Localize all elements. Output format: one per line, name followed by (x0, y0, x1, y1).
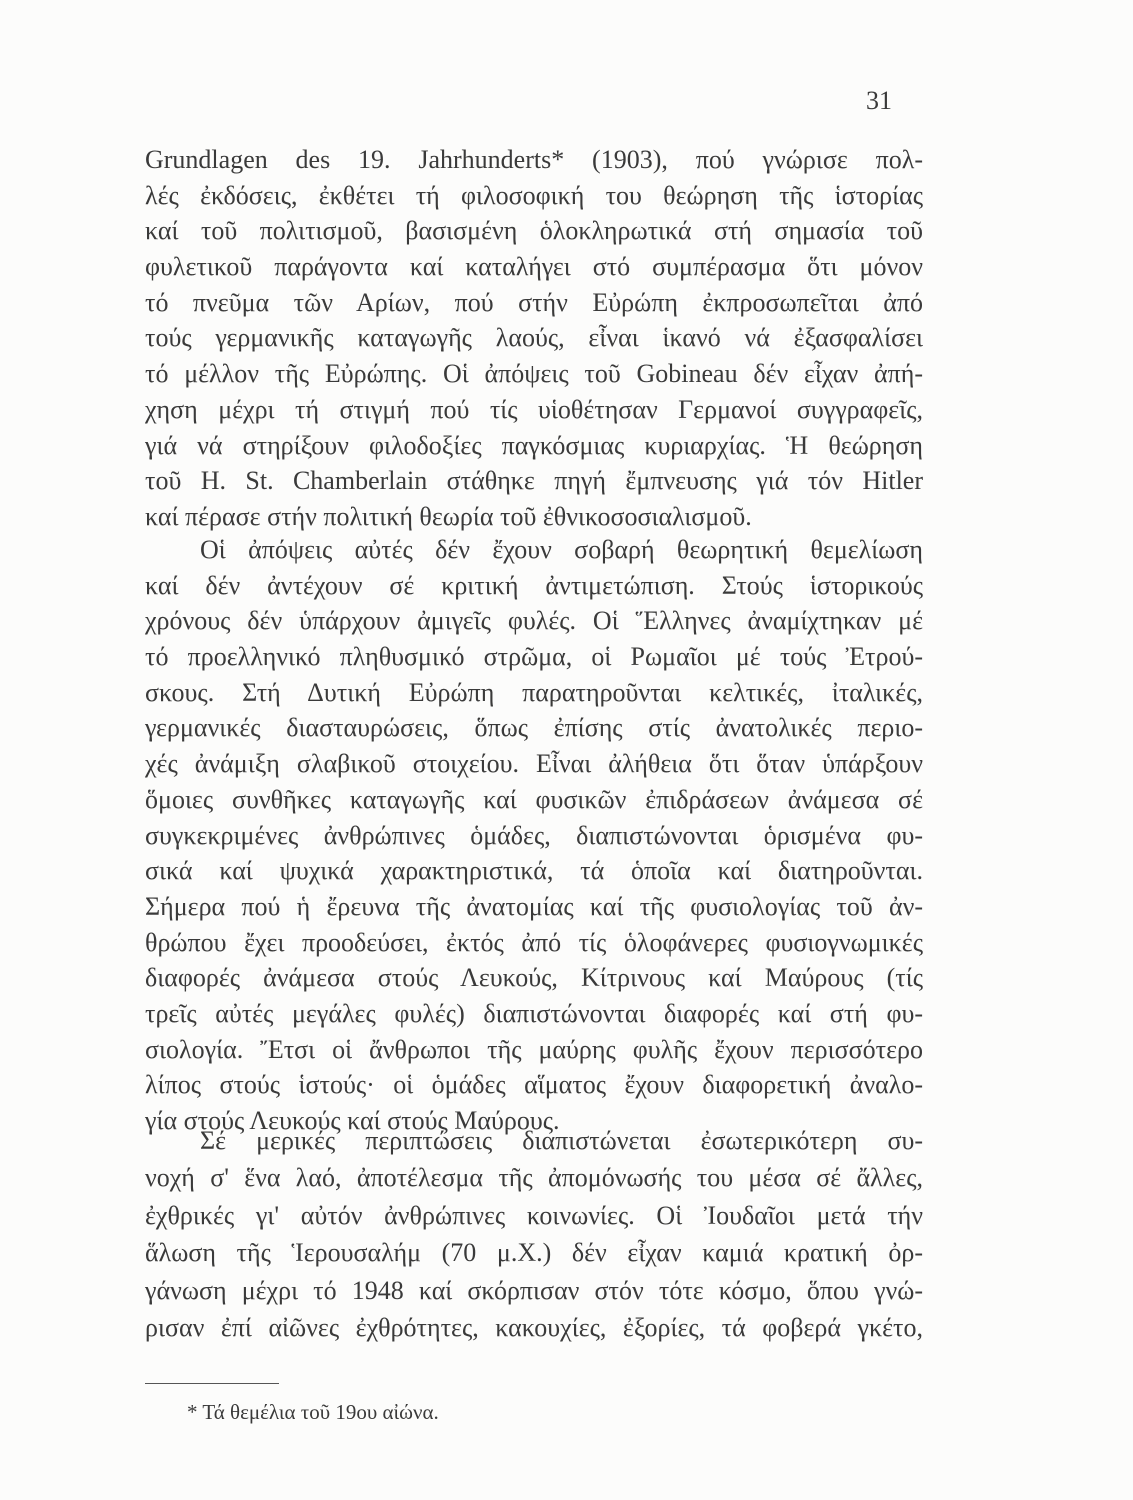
text-line: Οἱ ἀπόψεις αὐτές δέν ἔχουν σοβαρή θεωρητική θεμελίωση (200, 535, 923, 564)
text-line: γία στούς Λευκούς καί στούς Μαύρους. (145, 1106, 560, 1135)
text-line: καί τοῦ πολιτισμοῦ, βασισμένη ὁλοκληρωτικά στή σημασία τοῦ (145, 216, 923, 246)
text-line: χές ἀνάμιξη σλαβικοῦ στοιχείου. Εἶναι ἀλήθεια ὅτι ὅταν ὑπάρξουν (145, 749, 923, 779)
text-line: Grundlagen des 19. Jahrhunderts* (1903), πού γνώρισε πολ- (145, 145, 923, 174)
text-line: θρώπου ἔχει προοδεύσει, ἐκτός ἀπό τίς ὁλοφάνερες φυσιογνωμικές (145, 927, 923, 957)
text-line: σικά καί ψυχικά χαρακτηριστικά, τά ὁποῖα καί διατηροῦνται. (145, 856, 923, 886)
text-line: διαφορές ἀνάμεσα στούς Λευκούς, Κίτρινους καί Μαύρους (τίς (145, 963, 923, 993)
text-line: γάνωση μέχρι τό 1948 καί σκόρπισαν στόν τότε κόσμο, ὅπου γνώ- (145, 1275, 923, 1305)
footnote-divider (145, 1383, 279, 1384)
footnote: * Τά θεμέλια τοῦ 19ου αἰώνα. (187, 1400, 439, 1424)
text-line: ρισαν ἐπί αἰῶνες ἐχθρότητες, κακουχίες, ἐξορίες, τά φοβερά γκέτο, (145, 1312, 923, 1342)
page-number: 31 (866, 86, 892, 115)
text-line: ἅλωση τῆς Ἱερουσαλήμ (70 μ.Χ.) δέν εἶχαν καμιά κρατική ὀρ- (145, 1238, 923, 1268)
text-line: τρεῖς αὐτές μεγάλες φυλές) διαπιστώνονται διαφορές καί στή φυ- (145, 998, 923, 1028)
text-line: φυλετικοῦ παράγοντα καί καταλήγει στό συμπέρασμα ὅτι μόνον (145, 252, 923, 282)
text-line: καί πέρασε στήν πολιτική θεωρία τοῦ ἐθνικοσοσιαλισμοῦ. (145, 501, 752, 531)
text-line: λές ἐκδόσεις, ἐκθέτει τή φιλοσοφική του θεώρηση τῆς ἱστορίας (145, 180, 923, 210)
text-line: καί δέν ἀντέχουν σέ κριτική ἀντιμετώπιση. Στούς ἱστορικούς (145, 570, 923, 600)
text-line: σκους. Στή Δυτική Εὐρώπη παρατηροῦνται κελτικές, ἰταλικές, (145, 677, 923, 707)
text-line: Σέ μερικές περιπτώσεις διαπιστώνεται ἐσωτερικότερη συ- (200, 1126, 923, 1155)
text-line: τούς γερμανικῆς καταγωγῆς λαούς, εἶναι ἱκανό νά ἐξασφαλίσει (145, 323, 923, 353)
text-line: γερμανικές διασταυρώσεις, ὅπως ἐπίσης στίς ἀνατολικές περιο- (145, 713, 923, 743)
text-line: γιά νά στηρίξουν φιλοδοξίες παγκόσμιας κυριαρχίας. Ἡ θεώρηση (145, 430, 923, 460)
text-line: σιολογία. Ἔτσι οἱ ἄνθρωποι τῆς μαύρης φυλῆς ἔχουν περισσότερο (145, 1034, 923, 1064)
paragraph-2 (145, 532, 923, 1139)
text-line: συγκεκριμένες ἀνθρώπινες ὁμάδες, διαπιστώνονται ὁρισμένα φυ- (145, 820, 923, 850)
paragraph-3 (145, 1122, 923, 1346)
text-line: χρόνους δέν ὑπάρχουν ἀμιγεῖς φυλές. Οἱ Ἕλληνες ἀναμίχτηκαν μέ (145, 606, 923, 636)
text-line: Σήμερα πού ἡ ἔρευνα τῆς ἀνατομίας καί τῆς φυσιολογίας τοῦ ἀν- (145, 891, 923, 921)
text-line: ὅμοιες συνθῆκες καταγωγῆς καί φυσικῶν ἐπιδράσεων ἀνάμεσα σέ (145, 784, 923, 814)
text-line: τό προελληνικό πληθυσμικό στρῶμα, οἱ Ρωμαῖοι μέ τούς Ἐτρού- (145, 642, 923, 672)
text-line: ἐχθρικές γι' αὐτόν ἀνθρώπινες κοινωνίες. Οἱ Ἰουδαῖοι μετά τήν (145, 1200, 923, 1230)
text-line: χηση μέχρι τή στιγμή πού τίς υἱοθέτησαν Γερμανοί συγγραφεῖς, (145, 394, 923, 424)
text-line: νοχή σ' ἕνα λαό, ἀποτέλεσμα τῆς ἀπομόνωσής του μέσα σέ ἄλλες, (145, 1163, 923, 1193)
text-line: λίπος στούς ἱστούς· οἱ ὁμάδες αἵματος ἔχουν διαφορετική ἀναλο- (145, 1070, 923, 1100)
text-line: τό μέλλον τῆς Εὐρώπης. Οἱ ἀπόψεις τοῦ Gobineau δέν εἶχαν ἀπή- (145, 359, 923, 389)
text-line: τό πνεῦμα τῶν Αρίων, πού στήν Εὐρώπη ἐκπροσωπεῖται ἀπό (145, 287, 923, 317)
paragraph-1 (145, 142, 923, 535)
text-line: τοῦ H. St. Chamberlain στάθηκε πηγή ἔμπνευσης γιά τόν Hitler (145, 466, 923, 496)
